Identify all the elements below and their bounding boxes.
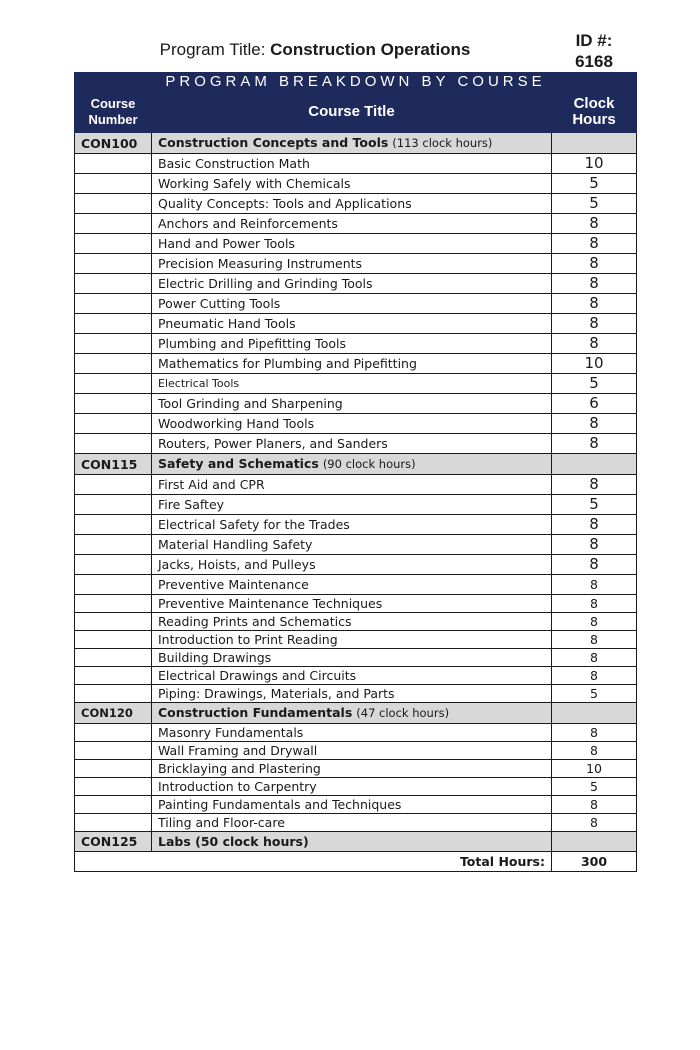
course-title: Fire Saftey	[152, 495, 552, 515]
column-header-row	[75, 92, 637, 133]
course-title: Masonry Fundamentals	[152, 724, 552, 742]
column-header-course-title: Course Title	[152, 92, 552, 133]
course-title: Quality Concepts: Tools and Applications	[152, 194, 552, 214]
course-row	[75, 214, 637, 234]
course-number-cell	[75, 354, 152, 374]
course-row	[75, 595, 637, 613]
course-title: Jacks, Hoists, and Pulleys	[152, 555, 552, 575]
course-row	[75, 515, 637, 535]
course-row	[75, 274, 637, 294]
course-number-cell	[75, 724, 152, 742]
course-row	[75, 495, 637, 515]
course-hours: 8	[552, 667, 637, 685]
section-title: Construction Fundamentals	[158, 705, 353, 720]
course-row	[75, 685, 637, 703]
course-number-cell	[75, 475, 152, 495]
course-number-cell	[75, 515, 152, 535]
course-hours: 5	[552, 174, 637, 194]
program-title-name: Construction Operations	[270, 40, 471, 59]
course-row	[75, 796, 637, 814]
section-title: Safety and Schematics	[158, 456, 319, 471]
course-hours: 8	[552, 814, 637, 832]
course-row	[75, 194, 637, 214]
program-id-value: 6168	[575, 52, 613, 71]
course-number-cell	[75, 234, 152, 254]
course-number-cell	[75, 555, 152, 575]
section-title-cell	[152, 703, 552, 724]
course-row	[75, 613, 637, 631]
course-row	[75, 254, 637, 274]
course-number-cell	[75, 214, 152, 234]
section-hours-cell	[552, 454, 637, 475]
course-row	[75, 434, 637, 454]
course-hours: 5	[552, 685, 637, 703]
course-number-cell	[75, 575, 152, 595]
section-row	[75, 454, 637, 475]
section-code: CON120	[75, 703, 152, 724]
course-hours: 5	[552, 778, 637, 796]
course-hours: 8	[552, 535, 637, 555]
total-row	[75, 852, 637, 872]
course-number-cell	[75, 760, 152, 778]
table-banner: PROGRAM BREAKDOWN BY COURSE	[75, 73, 637, 92]
course-title: Pneumatic Hand Tools	[152, 314, 552, 334]
course-title: Material Handling Safety	[152, 535, 552, 555]
course-row	[75, 631, 637, 649]
course-hours: 5	[552, 374, 637, 394]
course-number-cell	[75, 742, 152, 760]
course-hours: 10	[552, 154, 637, 174]
program-title	[0, 40, 630, 60]
program-id-label: ID #:	[575, 31, 613, 50]
section-title-cell	[152, 454, 552, 475]
course-title: Preventive Maintenance Techniques	[152, 595, 552, 613]
course-hours: 8	[552, 631, 637, 649]
program-id	[558, 30, 630, 72]
course-title: Introduction to Carpentry	[152, 778, 552, 796]
course-title: Power Cutting Tools	[152, 294, 552, 314]
course-number-cell	[75, 334, 152, 354]
course-number-cell	[75, 778, 152, 796]
course-row	[75, 475, 637, 495]
course-hours: 8	[552, 334, 637, 354]
section-code: CON125	[75, 832, 152, 852]
column-header-course-number: Course Number	[75, 92, 152, 133]
course-number-cell	[75, 495, 152, 515]
course-hours: 5	[552, 495, 637, 515]
course-title: Electrical Safety for the Trades	[152, 515, 552, 535]
course-number-cell	[75, 685, 152, 703]
course-hours: 8	[552, 649, 637, 667]
course-title: Plumbing and Pipefitting Tools	[152, 334, 552, 354]
course-title: Routers, Power Planers, and Sanders	[152, 434, 552, 454]
section-title: Labs (50 clock hours)	[158, 834, 309, 849]
course-hours: 8	[552, 434, 637, 454]
course-hours: 6	[552, 394, 637, 414]
course-row	[75, 535, 637, 555]
section-hours-note: (90 clock hours)	[322, 457, 416, 471]
course-row	[75, 394, 637, 414]
section-row	[75, 832, 637, 852]
course-row	[75, 354, 637, 374]
course-number-cell	[75, 254, 152, 274]
course-number-cell	[75, 595, 152, 613]
course-title: Electric Drilling and Grinding Tools	[152, 274, 552, 294]
course-hours: 8	[552, 613, 637, 631]
course-number-cell	[75, 374, 152, 394]
course-title: Preventive Maintenance	[152, 575, 552, 595]
course-hours: 8	[552, 555, 637, 575]
course-hours: 8	[552, 254, 637, 274]
course-hours: 8	[552, 595, 637, 613]
column-header-clock-hours: Clock Hours	[552, 92, 637, 133]
course-number-cell	[75, 314, 152, 334]
course-row	[75, 649, 637, 667]
course-hours: 8	[552, 414, 637, 434]
course-title: Piping: Drawings, Materials, and Parts	[152, 685, 552, 703]
course-title: Bricklaying and Plastering	[152, 760, 552, 778]
course-row	[75, 742, 637, 760]
course-number-cell	[75, 796, 152, 814]
course-row	[75, 374, 637, 394]
section-row	[75, 703, 637, 724]
course-title: Introduction to Print Reading	[152, 631, 552, 649]
course-number-cell	[75, 814, 152, 832]
section-row	[75, 133, 637, 154]
course-hours: 8	[552, 274, 637, 294]
course-title: Reading Prints and Schematics	[152, 613, 552, 631]
section-code: CON115	[75, 454, 152, 475]
course-hours: 8	[552, 742, 637, 760]
section-title-cell	[152, 832, 552, 852]
course-number-cell	[75, 154, 152, 174]
course-hours: 8	[552, 575, 637, 595]
course-row	[75, 575, 637, 595]
course-breakdown-table	[74, 72, 637, 872]
section-hours-note: (47 clock hours)	[356, 706, 450, 720]
course-row	[75, 314, 637, 334]
course-row	[75, 555, 637, 575]
section-code: CON100	[75, 133, 152, 154]
course-title: Building Drawings	[152, 649, 552, 667]
course-row	[75, 414, 637, 434]
course-row	[75, 814, 637, 832]
course-row	[75, 760, 637, 778]
course-title: Wall Framing and Drywall	[152, 742, 552, 760]
course-title: Anchors and Reinforcements	[152, 214, 552, 234]
program-title-label: Program Title:	[159, 40, 266, 59]
course-title: Precision Measuring Instruments	[152, 254, 552, 274]
course-title: Basic Construction Math	[152, 154, 552, 174]
total-hours-value: 300	[552, 852, 637, 872]
course-hours: 10	[552, 354, 637, 374]
course-number-cell	[75, 294, 152, 314]
course-hours: 8	[552, 475, 637, 495]
course-title: Tool Grinding and Sharpening	[152, 394, 552, 414]
course-hours: 8	[552, 234, 637, 254]
course-hours: 8	[552, 294, 637, 314]
course-number-cell	[75, 174, 152, 194]
course-row	[75, 174, 637, 194]
course-title: Tiling and Floor-care	[152, 814, 552, 832]
course-number-cell	[75, 649, 152, 667]
section-hours-cell	[552, 832, 637, 852]
course-row	[75, 724, 637, 742]
course-number-cell	[75, 613, 152, 631]
course-hours: 8	[552, 724, 637, 742]
course-number-cell	[75, 414, 152, 434]
course-title: Working Safely with Chemicals	[152, 174, 552, 194]
course-number-cell	[75, 394, 152, 414]
course-title: Woodworking Hand Tools	[152, 414, 552, 434]
course-row	[75, 778, 637, 796]
course-title: Hand and Power Tools	[152, 234, 552, 254]
section-hours-cell	[552, 133, 637, 154]
course-hours: 8	[552, 796, 637, 814]
course-number-cell	[75, 194, 152, 214]
course-number-cell	[75, 274, 152, 294]
course-row	[75, 234, 637, 254]
total-hours-label: Total Hours:	[75, 852, 552, 872]
course-hours: 5	[552, 194, 637, 214]
course-title: Mathematics for Plumbing and Pipefitting	[152, 354, 552, 374]
course-hours: 8	[552, 515, 637, 535]
section-hours-note: (113 clock hours)	[392, 136, 493, 150]
course-hours: 8	[552, 314, 637, 334]
course-hours: 10	[552, 760, 637, 778]
section-title: Construction Concepts and Tools	[158, 135, 389, 150]
course-hours: 8	[552, 214, 637, 234]
course-title: First Aid and CPR	[152, 475, 552, 495]
course-row	[75, 334, 637, 354]
section-hours-cell	[552, 703, 637, 724]
section-title-cell	[152, 133, 552, 154]
course-row	[75, 294, 637, 314]
course-number-cell	[75, 631, 152, 649]
course-number-cell	[75, 667, 152, 685]
course-number-cell	[75, 434, 152, 454]
course-number-cell	[75, 535, 152, 555]
course-title: Electrical Tools	[152, 374, 552, 394]
course-row	[75, 667, 637, 685]
course-title: Painting Fundamentals and Techniques	[152, 796, 552, 814]
banner-row	[75, 73, 637, 92]
course-row	[75, 154, 637, 174]
course-title: Electrical Drawings and Circuits	[152, 667, 552, 685]
